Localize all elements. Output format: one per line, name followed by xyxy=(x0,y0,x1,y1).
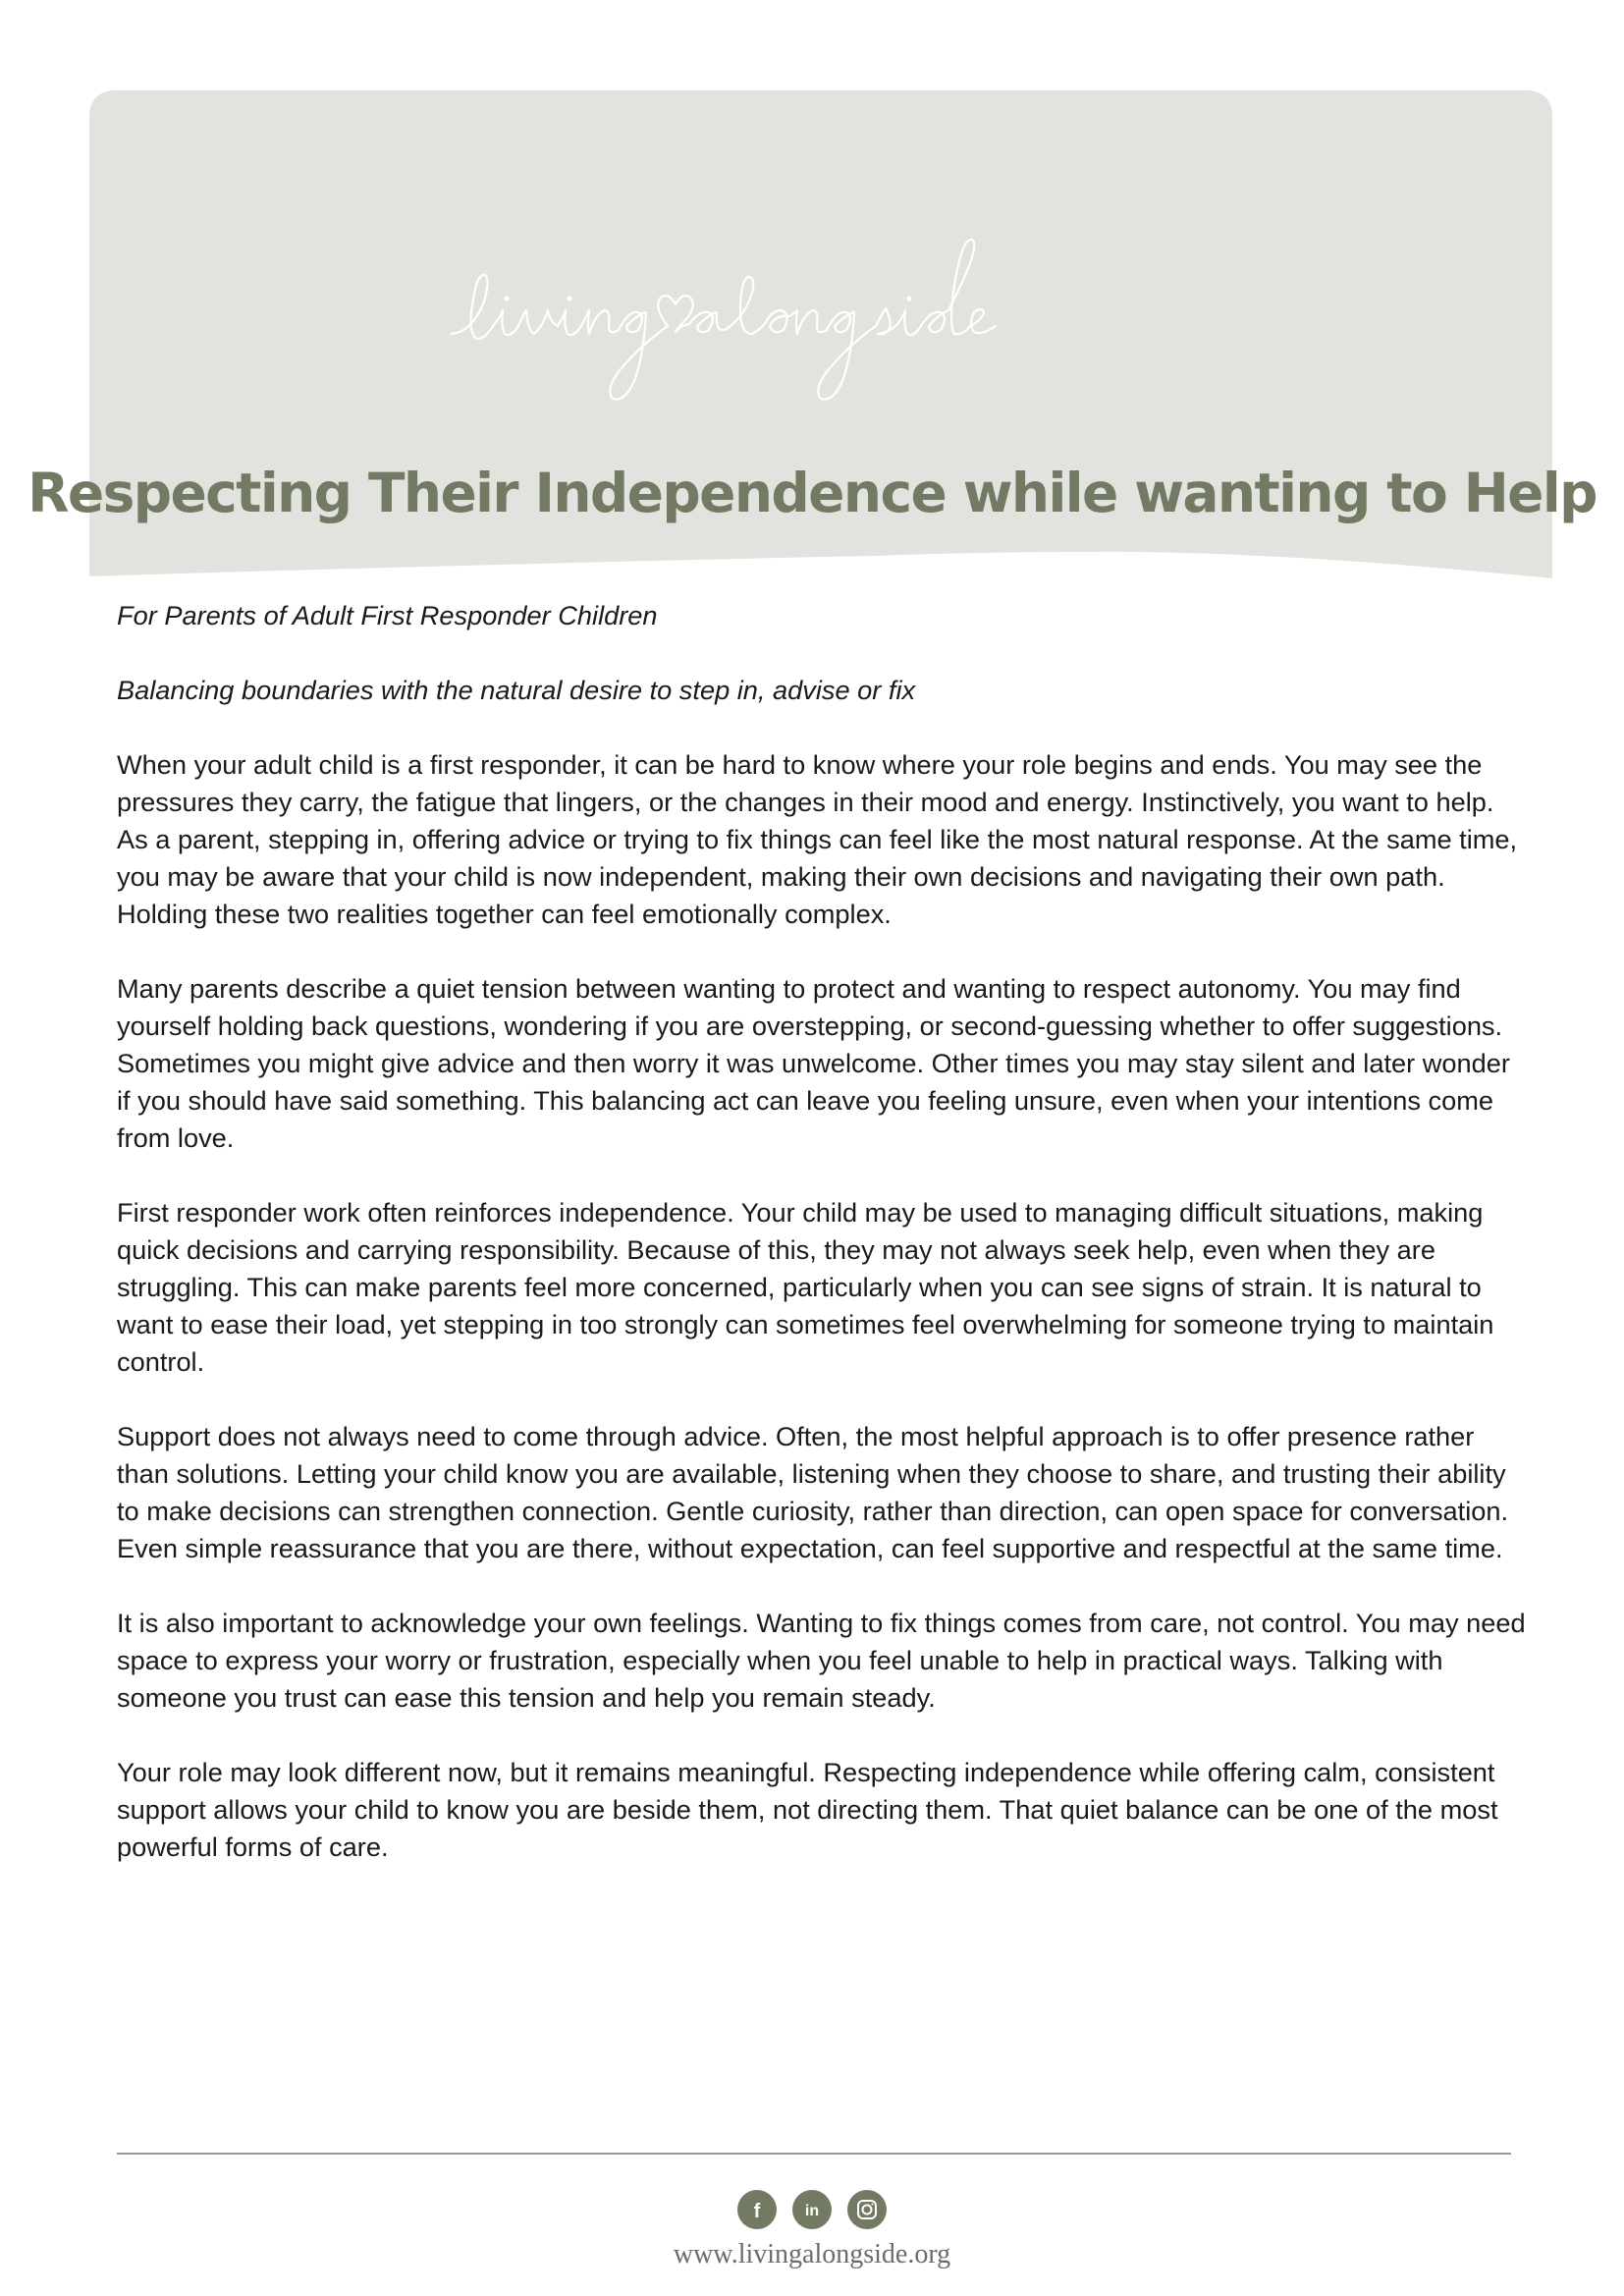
body-paragraph: When your adult child is a first responder, it can be hard to know where your role begins and ends. You may see the pressures they carry, the fatigue that lingers, or the changes in their mood and energy. Instinctively, you want to help. As a parent, stepping in, offering advice or trying to fix things can feel like the most natural response. At the same time, you may be aware that your child is now independent, making their own decisions and navigating their own path. Holding these two realities together can feel emotionally complex. xyxy=(117,749,1518,929)
subtitle-line: Balancing boundaries with the natural desire to step in, advise or fix xyxy=(117,675,916,705)
body-paragraph: It is also important to acknowledge your own feelings. Wanting to fix things comes from care, not control. You may need space to express your worry or frustration, especially when you feel unable to help in practical ways. Talking with someone you trust can ease this tension and help you remain steady. xyxy=(117,1608,1526,1713)
audience-line: For Parents of Adult First Responder Children xyxy=(117,600,658,630)
livingalongside-logo xyxy=(432,216,1139,422)
instagram-icon[interactable] xyxy=(847,2190,887,2229)
website-link[interactable]: www.livingalongside.org xyxy=(673,2239,951,2269)
social-links xyxy=(0,2190,1624,2229)
svg-text:f: f xyxy=(753,2201,761,2222)
page-title: Respecting Their Independence while wanting to Help xyxy=(27,462,1597,524)
document-body xyxy=(117,597,1531,1903)
linkedin-icon[interactable] xyxy=(792,2190,832,2229)
body-paragraph: Your role may look different now, but it remains meaningful. Respecting independence while offering calm, consistent support allows your child to know you are beside them, not directing them. That quiet balance can be one of the most powerful forms of care. xyxy=(117,1757,1498,1862)
svg-text:in: in xyxy=(804,2203,820,2219)
facebook-icon[interactable] xyxy=(737,2190,777,2229)
body-paragraph: Many parents describe a quiet tension between wanting to protect and wanting to respect autonomy. You may find yourself holding back questions, wondering if you are overstepping, or second-guessing whether to offer suggestions. Sometimes you might give advice and then worry it was unwelcome. Other times you may stay silent and later wonder if you should have said something. This balancing act can leave you feeling unsure, even when your intentions come from love. xyxy=(117,973,1510,1153)
body-paragraph: Support does not always need to come through advice. Often, the most helpful approach is to offer presence rather than solutions. Letting your child know you are available, listening when they choose to share, and trusting their ability to make decisions can strengthen connection. Gentle curiosity, rather than direction, can open space for conversation. Even simple reassurance that you are there, without expectation, can feel supportive and respectful at the same time. xyxy=(117,1421,1509,1563)
footer-divider xyxy=(117,2153,1511,2155)
body-paragraph: First responder work often reinforces independence. Your child may be used to managing difficult situations, making quick decisions and carrying responsibility. Because of this, they may not always seek help, even when they are struggling. This can make parents feel more concerned, particularly when you can see signs of strain. It is natural to want to ease their load, yet stepping in too strongly can sometimes feel overwhelming for someone trying to maintain control. xyxy=(117,1197,1494,1377)
